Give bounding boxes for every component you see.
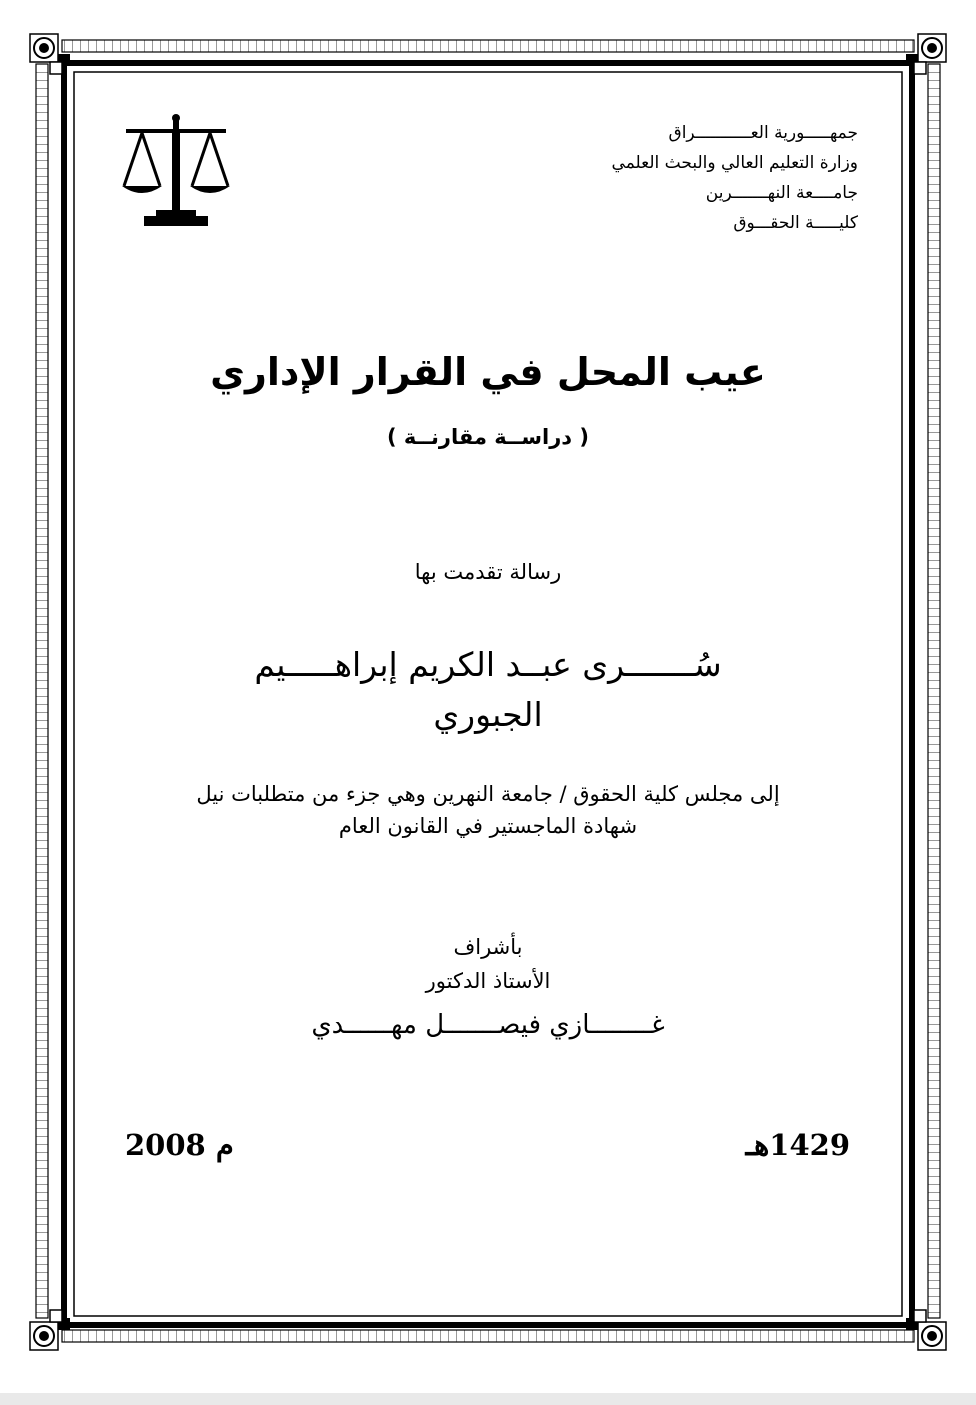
submitted-by-label: رسالة تقدمت بها [414, 560, 562, 584]
header-university: جامــــعة النهـــــــرين [705, 183, 858, 203]
header-ministry: وزارة التعليم العالي والبحث العلمي [611, 153, 858, 173]
author-name-line2: الجبوري [433, 695, 543, 734]
purpose-line2: شهادة الماجستير في القانون العام [338, 814, 638, 838]
page-bottom-strip [0, 1393, 976, 1405]
author-name-line1: سُـــــــرى عبــد الكريم إبراهـــــيم [254, 645, 722, 684]
thesis-subtitle: ( دراســة مقارنــة ) [386, 425, 589, 449]
header-country: جمهـــــورية العـــــــــــراق [668, 123, 858, 143]
supervision-block [80, 930, 896, 998]
border-strip-left [36, 64, 48, 1318]
border-strip-right [928, 64, 940, 1318]
hijri-year: 1429هـ [745, 1128, 850, 1162]
border-strip-top [62, 40, 914, 52]
supervisor-name: غــــــــازي فيصـــــــل مهــــــدي [311, 1010, 665, 1040]
thesis-purpose [80, 778, 896, 842]
border-strip-bottom [62, 1330, 914, 1342]
supervision-label: بأشراف [453, 935, 523, 959]
header-college: كليـــــة الحقـــوق [733, 213, 858, 233]
scales-of-justice-icon [120, 112, 238, 234]
thesis-title: عيب المحل في القرار الإداري [210, 350, 766, 394]
author-name [80, 640, 896, 740]
supervisor-rank: الأستاذ الدكتور [425, 969, 551, 993]
purpose-line1: إلى مجلس كلية الحقوق / جامعة النهرين وهي جزء من متطلبات نيل [196, 782, 780, 806]
gregorian-year: 2008 م [125, 1128, 234, 1162]
institution-header [498, 118, 858, 238]
